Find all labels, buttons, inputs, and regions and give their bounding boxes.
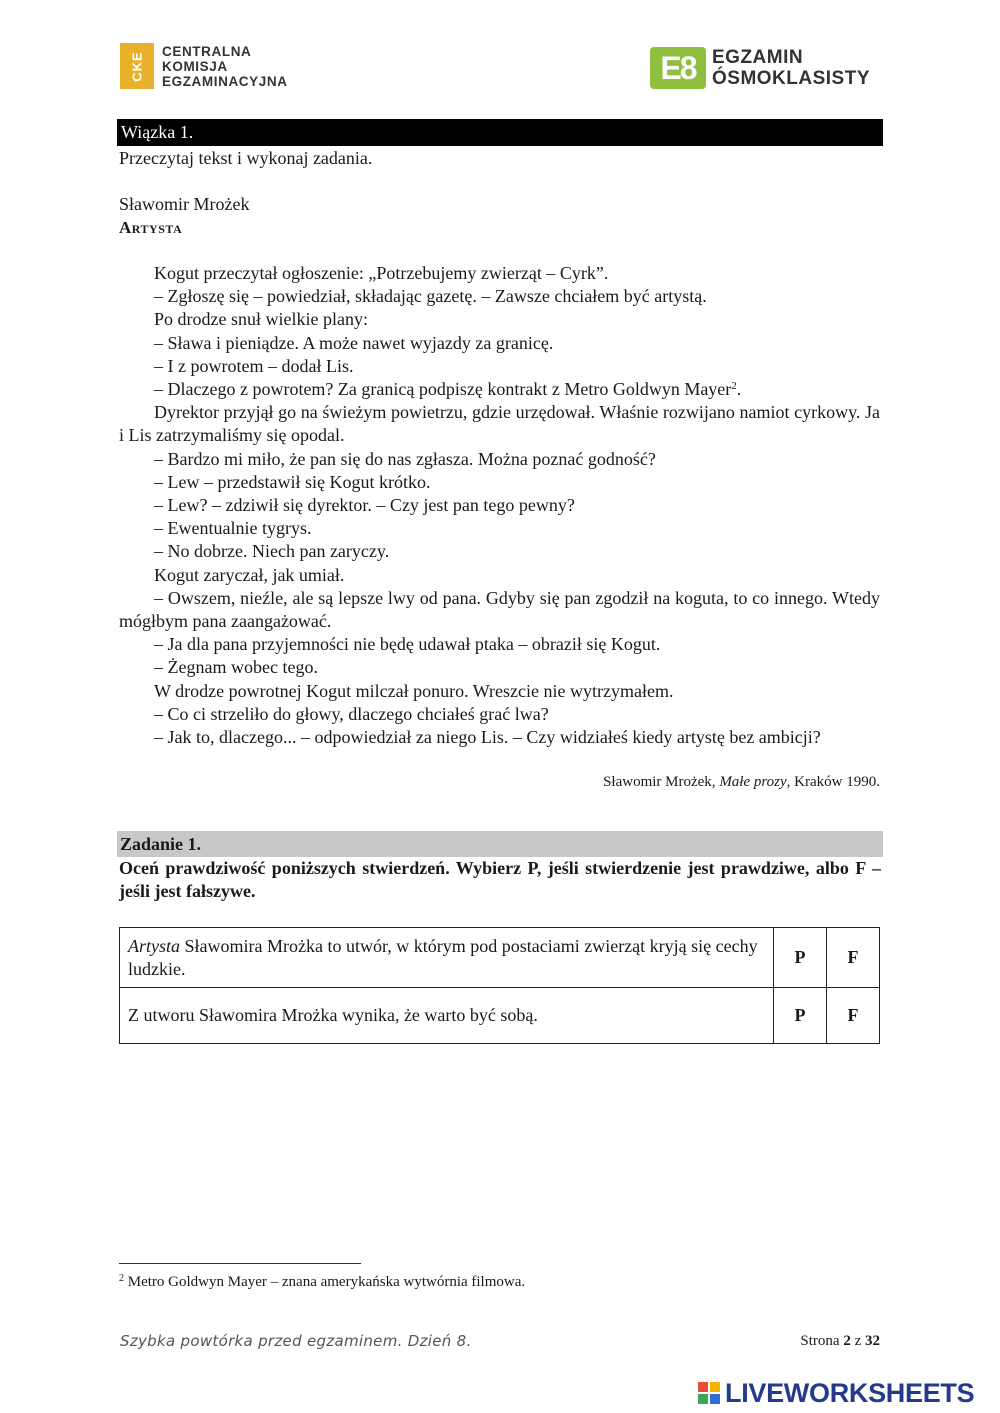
section-title-bar: Wiązka 1. xyxy=(117,119,883,146)
true-false-table xyxy=(119,927,880,1044)
statement-2-option-p[interactable]: P xyxy=(774,988,827,1044)
e8-logo xyxy=(650,46,870,90)
story-line: Kogut zaryczał, jak umiał. xyxy=(154,564,345,585)
story-line: – Ewentualnie tygrys. xyxy=(154,518,312,539)
section-instruction: Przeczytaj tekst i wykonaj zadania. xyxy=(119,148,373,168)
cke-logo-text: CENTRALNA KOMISJA EGZAMINACYJNA xyxy=(162,43,288,89)
story-line: – Jak to, dlaczego... – odpowiedział za niego Lis. – Czy widziałeś kiedy artystę bez ambicji? xyxy=(154,727,821,748)
liveworksheets-text: LIVEWORKSHEETS xyxy=(725,1377,975,1408)
story-line: – Zgłoszę się – powiedział, składając gazetę. – Zawsze chciałem być artystą. xyxy=(154,286,707,307)
story-line: – Dlaczego z powrotem? Za granicą podpiszę kontrakt z Metro Goldwyn Mayer$^2$. xyxy=(154,379,742,400)
footnote-ref: 2 xyxy=(731,380,737,393)
story-title: Artysta xyxy=(119,218,183,237)
story-line: – Lew – przedstawił się Kogut krótko. xyxy=(154,471,431,492)
table-row xyxy=(120,988,880,1044)
cke-logo-mark: CKE xyxy=(120,43,154,89)
liveworksheets-mark-icon xyxy=(697,1381,721,1405)
liveworksheets-logo xyxy=(697,1378,974,1408)
task-title-bar: Zadanie 1. xyxy=(117,831,883,857)
story-line: – Sława i pieniądze. A może nawet wyjazdy za granicę. xyxy=(154,332,554,353)
story-line: W drodze powrotnej Kogut milczał ponuro. Wreszcie nie wytrzymałem. xyxy=(154,680,674,701)
story-line: Dyrektor przyjął go na świeżym powietrzu, gdzie urzędował. Właśnie rozwijano namiot cyrkowy. Ja i Lis zatrzymaliśmy się opodal. xyxy=(119,402,880,446)
statement-1: Artysta Sławomira Mrożka to utwór, w którym pod postaciami zwierząt kryją się cechy ludzkie. xyxy=(120,928,774,988)
story-line: – I z powrotem – dodał Lis. xyxy=(154,355,354,376)
page-number: Strona 2 z 32 xyxy=(800,1333,880,1349)
statement-2: Z utworu Sławomira Mrożka wynika, że warto być sobą. xyxy=(120,988,774,1044)
footnote: $^2$ Metro Goldwyn Mayer – znana amerykańska wytwórnia filmowa. xyxy=(119,1273,526,1290)
cke-logo xyxy=(120,43,288,89)
story-line: – Bardzo mi miło, że pan się do nas zgłasza. Można poznać godność? xyxy=(154,448,656,469)
e8-logo-text: EGZAMIN ÓSMOKLASISTY xyxy=(712,47,871,89)
e8-logo-mark: E8 xyxy=(650,47,706,89)
footnote-divider xyxy=(119,1263,361,1264)
story-source: Sławomir Mrożek, Małe prozy, Kraków 1990. xyxy=(603,774,880,790)
statement-1-option-p[interactable]: P xyxy=(774,928,827,988)
story-line: – Owszem, nieźle, ale są lepsze lwy od pana. Gdyby się pan zgodził na koguta, to co innego. Wtedy mógłbym pana zaangażować. xyxy=(119,587,880,632)
table-row xyxy=(120,928,880,988)
story-line: – Ja dla pana przyjemności nie będę udawał ptaka – obraził się Kogut. xyxy=(154,634,661,655)
statement-1-option-f[interactable]: F xyxy=(827,928,880,988)
story-line: – No dobrze. Niech pan zaryczy. xyxy=(154,541,390,562)
statement-2-option-f[interactable]: F xyxy=(827,988,880,1044)
story-line: – Żegnam wobec tego. xyxy=(154,657,318,678)
footer-series-title: Szybka powtórka przed egzaminem. Dzień 8. xyxy=(120,1332,472,1350)
story-line: – Lew? – zdziwił się dyrektor. – Czy jest pan tego pewny? xyxy=(154,495,575,516)
story-line: Kogut przeczytał ogłoszenie: „Potrzebujemy zwierząt – Cyrk”. xyxy=(154,263,609,283)
story-line: Po drodze snuł wielkie plany: xyxy=(154,309,368,330)
task-instruction: Oceń prawdziwość poniższych stwierdzeń. Wybierz P, jeśli stwierdzenie jest prawdziwe, albo F – jeśli jest fałszywe. xyxy=(119,858,881,901)
story-author: Sławomir Mrożek xyxy=(119,194,250,214)
story-line: – Co ci strzeliło do głowy, dlaczego chciałeś grać lwa? xyxy=(154,703,549,724)
story-text xyxy=(119,262,880,749)
